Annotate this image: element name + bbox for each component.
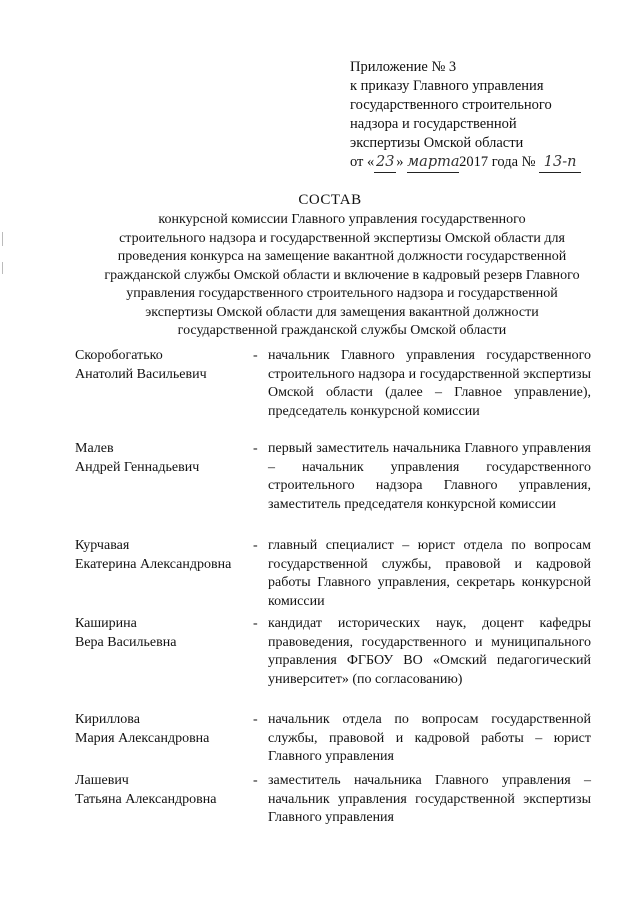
member-name (75, 615, 250, 652)
member-given-name: Татьяна Александровна (75, 791, 217, 807)
member-role: начальник отдела по вопросам государственной службы, правовой и кадровой работы – юрист Главного управления (268, 712, 591, 764)
member-given-name: Анатолий Васильевич (75, 366, 207, 382)
handwritten-month: марта (407, 153, 459, 173)
member-surname: Кириллова (75, 712, 140, 727)
appendix-line: государственного строительного (350, 97, 552, 113)
member-role: заместитель начальника Главного управления – начальник управления государственной экспертизы Главного управления (268, 773, 591, 825)
order-date-line (350, 153, 600, 173)
member-dash: - (253, 773, 258, 788)
member-name (75, 711, 250, 748)
member-role: начальник Главного управления государственного строительного надзора и государственной экспертизы Омской области (далее – Главное управление), председатель конкурсной комиссии (268, 348, 591, 419)
appendix-header (350, 58, 600, 173)
subtitle-line: управления государственного строительного надзора и государственной (126, 286, 558, 301)
subtitle-line: экспертизы Омской области для замещения вакантной должности (145, 304, 539, 320)
member-name (75, 537, 250, 574)
member-surname: Лашевич (75, 773, 129, 788)
member-dash: - (253, 441, 258, 456)
member-surname: Скоробогатько (75, 348, 163, 363)
member-name (75, 347, 250, 384)
document-subtitle (72, 211, 612, 341)
member-surname: Каширина (75, 616, 137, 631)
member-surname: Малев (75, 441, 114, 456)
member-given-name: Вера Васильевна (75, 634, 177, 650)
appendix-line: к приказу Главного управления (350, 78, 544, 94)
member-role: кандидат исторических наук, доцент кафедры правоведения, государственного и муниципального управления ФГБОУ ВО «Омский педагогический университет» (по согласованию) (268, 616, 591, 687)
scan-edge-mark (2, 262, 3, 274)
member-dash: - (253, 712, 258, 727)
subtitle-line: строительного надзора и государственной экспертизы Омской области для (119, 230, 565, 246)
member-given-name: Мария Александровна (75, 730, 210, 746)
member-given-name: Андрей Геннадьевич (75, 459, 200, 475)
handwritten-order-number: 13-п (539, 153, 581, 173)
subtitle-line: конкурсной комиссии Главного управления государственного (158, 212, 526, 227)
member-given-name: Екатерина Александровна (75, 556, 232, 572)
handwritten-day: 23 (374, 153, 396, 173)
appendix-line: надзора и государственной (350, 116, 517, 132)
member-role: первый заместитель начальника Главного управления – начальник управления государственного строительного надзора Главного управления, заместитель председателя конкурсной комиссии (268, 441, 591, 512)
subtitle-line: государственной гражданской службы Омской области (177, 323, 507, 338)
date-year: 2017 года № (459, 154, 536, 170)
date-mid: » (396, 154, 408, 170)
member-dash: - (253, 616, 258, 631)
document-title: СОСТАВ (298, 192, 362, 208)
subtitle-line: проведения конкурса на замещение вакантной должности государственной (117, 249, 567, 264)
subtitle-line: гражданской службы Омской области и включение в кадровый резерв Главного (104, 267, 580, 283)
member-surname: Курчавая (75, 538, 130, 553)
member-dash: - (253, 538, 258, 553)
member-name (75, 440, 250, 477)
scan-edge-mark (2, 232, 3, 246)
member-role: главный специалист – юрист отдела по вопросам государственной службы, правовой и кадровой работы Главного управления, секретарь конкурсной комиссии (268, 538, 591, 609)
member-dash: - (253, 348, 258, 363)
member-name (75, 772, 250, 809)
appendix-line: Приложение № 3 (350, 59, 457, 75)
appendix-line: экспертизы Омской области (350, 135, 524, 151)
date-prefix: от « (350, 154, 375, 170)
